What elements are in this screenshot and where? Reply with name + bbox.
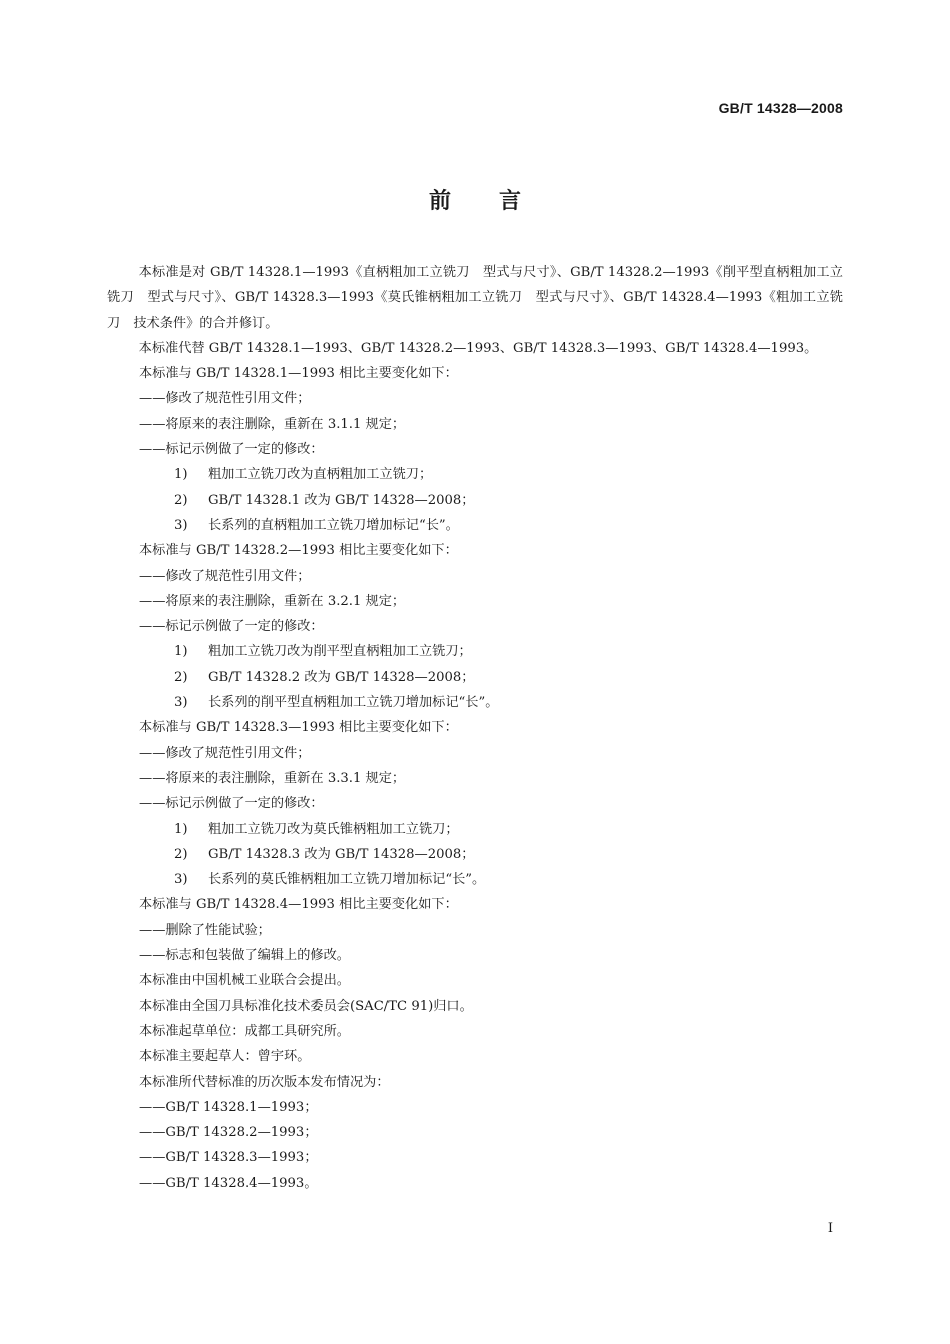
item-number: 1) — [174, 821, 188, 837]
history-heading: 本标准所代替标准的历次版本发布情况为： — [139, 1074, 390, 1090]
item-text: 粗加工立铣刀改为削平型直柄粗加工立铣刀； — [208, 644, 472, 660]
section-heading: 本标准与 GB/T 14328.4—1993 相比主要变化如下： — [139, 897, 458, 913]
history-item: ——GB/T 14328.4—1993。 — [139, 1175, 318, 1191]
dash-item: ——标记示例做了一定的修改： — [139, 796, 324, 812]
section-heading: 本标准与 GB/T 14328.3—1993 相比主要变化如下： — [139, 720, 458, 736]
history-item: ——GB/T 14328.2—1993； — [139, 1125, 318, 1141]
standard-code: GB/T 14328—2008 — [718, 100, 843, 116]
numbered-item — [107, 690, 843, 715]
item-text: GB/T 14328.3 改为 GB/T 14328—2008； — [208, 846, 475, 862]
dash-item: ——删除了性能试验； — [139, 922, 271, 938]
page-title: 前言 — [428, 189, 569, 214]
section-heading: 本标准与 GB/T 14328.1—1993 相比主要变化如下： — [139, 366, 458, 382]
page-number: I — [827, 1221, 833, 1236]
item-text: 长系列的直柄粗加工立铣刀增加标记“长”。 — [208, 517, 459, 533]
history-item: ——GB/T 14328.1—1993； — [139, 1099, 318, 1115]
item-text: 长系列的削平型直柄粗加工立铣刀增加标记“长”。 — [208, 695, 499, 711]
item-text: GB/T 14328.1 改为 GB/T 14328—2008； — [208, 492, 475, 508]
proposer-statement: 本标准由中国机械工业联合会提出。 — [139, 973, 350, 989]
numbered-item — [107, 462, 843, 487]
dash-item: ——修改了规范性引用文件； — [139, 568, 311, 584]
dash-item: ——修改了规范性引用文件； — [139, 391, 311, 407]
numbered-item — [107, 665, 843, 690]
numbered-item — [107, 513, 843, 538]
item-text: 粗加工立铣刀改为直柄粗加工立铣刀； — [208, 467, 433, 483]
dash-item: ——将原来的表注删除，重新在 3.2.1 规定； — [139, 593, 406, 609]
replacement-paragraph: 本标准代替 GB/T 14328.1—1993、GB/T 14328.2—1993、GB/T 14328.3—1993、GB/T 14328.4—1993。 — [138, 340, 818, 356]
committee-statement: 本标准由全国刀具标准化技术委员会(SAC/TC 91)归口。 — [139, 998, 473, 1014]
numbered-item — [107, 842, 843, 867]
dash-item: ——将原来的表注删除，重新在 3.1.1 规定； — [139, 416, 406, 432]
item-number: 2) — [174, 492, 188, 508]
item-number: 3) — [174, 517, 188, 533]
dash-item: ——标记示例做了一定的修改： — [139, 442, 324, 458]
document-body — [107, 260, 843, 1196]
item-number: 2) — [174, 669, 188, 685]
intro-paragraph: 本标准是对 GB/T 14328.1—1993《直柄粗加工立铣刀 型式与尺寸》、GB/T 14328.2—1993《削平型直柄粗加工立铣刀 型式与尺寸》、GB/T 14328.3—1993《莫氏锥柄粗加工立铣刀 型式与尺寸》、GB/T 14328.4—1993《粗加工立铣刀 技术条件》的合并修订。 — [107, 265, 843, 331]
item-number: 3) — [174, 695, 188, 711]
numbered-item — [107, 488, 843, 513]
main-drafter: 本标准主要起草人：曾宇环。 — [139, 1049, 311, 1065]
item-text: 长系列的莫氏锥柄粗加工立铣刀增加标记“长”。 — [208, 872, 486, 888]
numbered-item — [107, 639, 843, 664]
numbered-item — [107, 817, 843, 842]
item-number: 1) — [174, 644, 188, 660]
numbered-item — [107, 867, 843, 892]
dash-item: ——修改了规范性引用文件； — [139, 745, 311, 761]
item-text: 粗加工立铣刀改为莫氏锥柄粗加工立铣刀； — [208, 821, 459, 837]
drafting-unit: 本标准起草单位：成都工具研究所。 — [139, 1023, 350, 1039]
item-number: 2) — [174, 846, 188, 862]
dash-item: ——标记示例做了一定的修改： — [139, 619, 324, 635]
dash-item: ——将原来的表注删除，重新在 3.3.1 规定； — [139, 770, 406, 786]
item-number: 3) — [174, 872, 188, 888]
history-item: ——GB/T 14328.3—1993； — [139, 1150, 318, 1166]
section-heading: 本标准与 GB/T 14328.2—1993 相比主要变化如下： — [139, 543, 458, 559]
item-number: 1) — [174, 467, 188, 483]
dash-item: ——标志和包装做了编辑上的修改。 — [139, 948, 350, 964]
item-text: GB/T 14328.2 改为 GB/T 14328—2008； — [208, 669, 475, 685]
